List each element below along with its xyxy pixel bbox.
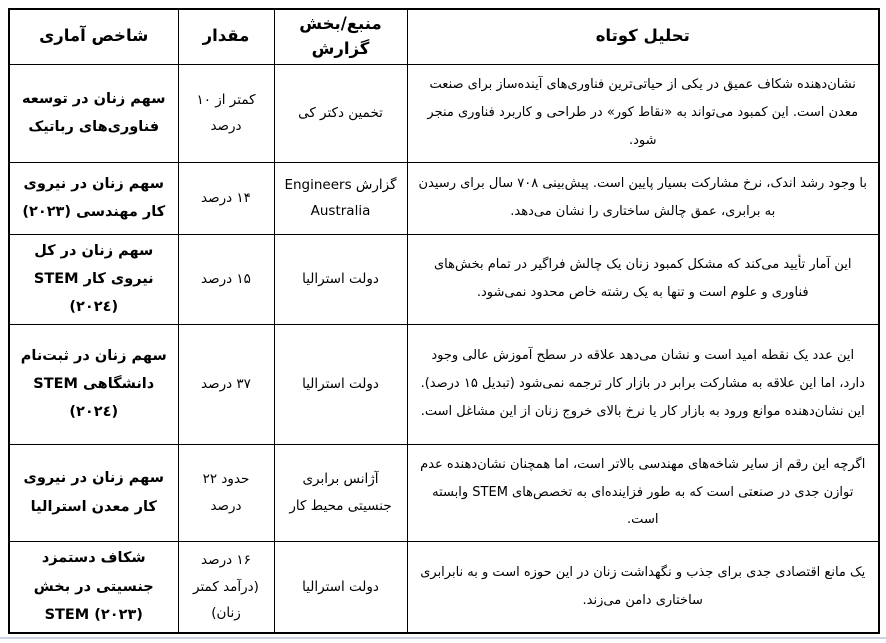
column-header-indicator: شاخص آماری [9,9,178,64]
indicator-cell: شکاف دستمزد جنسیتی در بخش STEM (۲۰۲۳) [9,541,178,633]
source-cell: دولت استرالیا [274,541,407,633]
column-header-analysis: تحلیل کوتاه [407,9,879,64]
value-cell: ۱۴ درصد [178,162,274,234]
column-header-source: منبع/بخش گزارش [274,9,407,64]
value-cell: حدود ۲۲ درصد [178,444,274,541]
window-bottom-divider [0,637,886,639]
table-row [9,64,879,162]
source-cell: گزارش Engineers Australia [274,162,407,234]
source-cell: دولت استرالیا [274,324,407,444]
source-cell: تخمین دکتر کی [274,64,407,162]
value-cell: ۳۷ درصد [178,324,274,444]
indicator-cell: سهم زنان در نیروی کار مهندسی (۲۰۲۳) [9,162,178,234]
analysis-cell: با وجود رشد اندک، نرخ مشارکت بسیار پایین است. پیش‌بینی ۷۰۸ سال برای رسیدن به برابری، عمق چالش ساختاری را نشان می‌دهد. [407,162,879,234]
analysis-cell: نشان‌دهنده شکاف عمیق در یکی از حیاتی‌ترین فناوری‌های آینده‌ساز برای صنعت معدن است. این کمبود می‌تواند به «نقاط کور» در طراحی و کاربرد فناوری منجر شود. [407,64,879,162]
statistics-table [8,8,880,634]
table-row [9,541,879,633]
source-cell: دولت استرالیا [274,234,407,324]
indicator-cell: سهم زنان در کل نیروی کار STEM (٢٠٢٤) [9,234,178,324]
table-row [9,324,879,444]
table-row [9,444,879,541]
analysis-cell: این آمار تأیید می‌کند که مشکل کمبود زنان یک چالش فراگیر در تمام بخش‌های فناوری و علوم است و تنها به یک رشته خاص محدود نمی‌شود. [407,234,879,324]
table-row [9,162,879,234]
source-cell: آژانس برابری جنسیتی محیط کار [274,444,407,541]
value-cell: ۱۵ درصد [178,234,274,324]
analysis-cell: این عدد یک نقطه امید است و نشان می‌دهد علاقه در سطح آموزش عالی وجود دارد، اما این علاقه به مشارکت برابر در بازار کار ترجمه نمی‌شود (تبدیل ۱۵ درصد). این نشان‌دهنده موانع ورود به بازار کار یا نرخ بالای خروج زنان از این مشاغل است. [407,324,879,444]
table-header-row [9,9,879,64]
value-cell: ۱۶ درصد (درآمد کمتر زنان) [178,541,274,633]
indicator-cell: سهم زنان در نیروی کار معدن استرالیا [9,444,178,541]
analysis-cell: اگرچه این رقم از سایر شاخه‌های مهندسی بالاتر است، اما همچنان نشان‌دهنده عدم توازن جدی در صنعتی است که به طور فزاینده‌ای به تخصص‌های STEM وابسته است. [407,444,879,541]
table-row [9,234,879,324]
analysis-cell: یک مانع اقتصادی جدی برای جذب و نگهداشت زنان در این حوزه است و به نابرابری ساختاری دامن می‌زند. [407,541,879,633]
column-header-value: مقدار [178,9,274,64]
value-cell: کمتر از ۱۰ درصد [178,64,274,162]
indicator-cell: سهم زنان در ثبت‌نام دانشگاهی STEM (٢٠٢٤) [9,324,178,444]
indicator-cell: سهم زنان در توسعه فناوری‌های رباتیک [9,64,178,162]
